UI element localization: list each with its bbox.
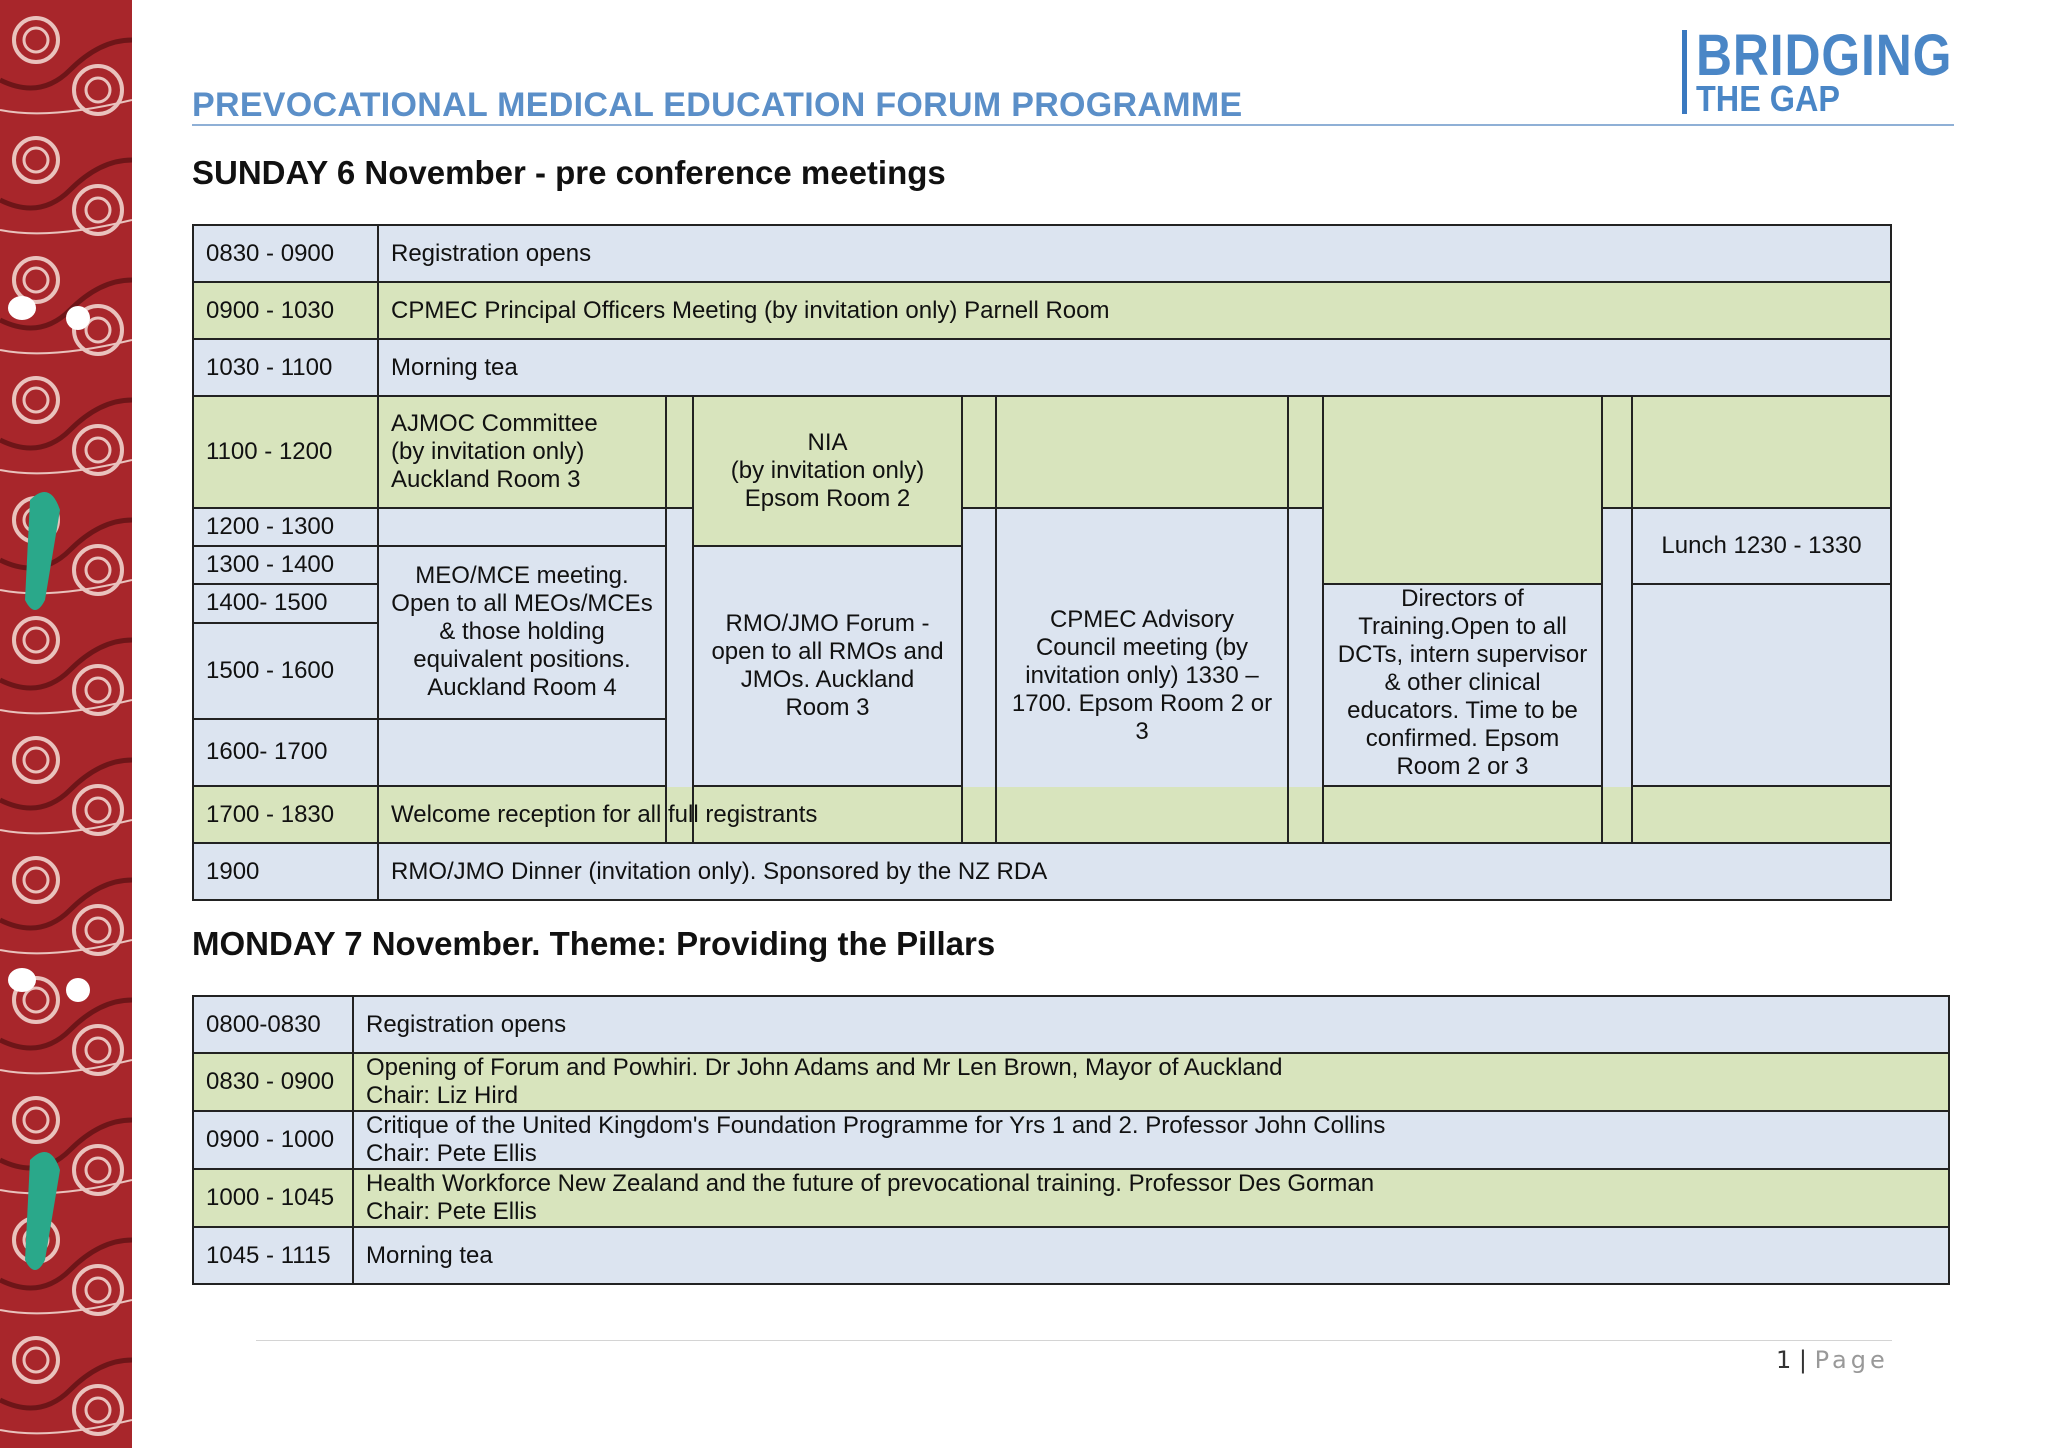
logo-text-line1: BRIDGING bbox=[1696, 23, 1953, 88]
table-row bbox=[193, 225, 1891, 282]
page-separator: | bbox=[1798, 1346, 1808, 1374]
time-cell: 0900 - 1000 bbox=[193, 1111, 353, 1169]
event-cell: Welcome reception for all full registrants bbox=[378, 786, 1891, 843]
table-row bbox=[193, 1111, 1949, 1169]
table-row bbox=[193, 508, 1891, 546]
event-cell: Morning tea bbox=[378, 339, 1891, 396]
bridging-the-gap-logo bbox=[1682, 23, 1962, 119]
time-cell: 1100 - 1200 bbox=[193, 396, 378, 508]
time-cell: 1700 - 1830 bbox=[193, 786, 378, 843]
event-cell: CPMEC Principal Officers Meeting (by invitation only) Parnell Room bbox=[378, 282, 1891, 339]
table-row bbox=[193, 843, 1891, 900]
spacer-cell bbox=[962, 396, 996, 508]
time-cell: 1500 - 1600 bbox=[193, 623, 378, 719]
time-cell: 1300 - 1400 bbox=[193, 546, 378, 584]
logo-bar bbox=[1682, 30, 1687, 114]
time-cell: 1900 bbox=[193, 843, 378, 900]
spacer-cell bbox=[666, 396, 693, 508]
rmo-forum-session-cell: RMO/JMO Forum - open to all RMOs and JMOs. Auckland Room 3 bbox=[693, 546, 962, 786]
header-divider bbox=[192, 124, 1954, 126]
directors-training-session-cell: Directors of Training.Open to all DCTs, intern supervisor & other clinical educators. Time to be confirmed. Epsom Room 2 or 3 bbox=[1323, 584, 1602, 786]
monday-heading: MONDAY 7 November. Theme: Providing the Pillars bbox=[192, 925, 996, 962]
time-cell: 1045 - 1115 bbox=[193, 1227, 353, 1284]
event-cell bbox=[353, 1227, 1949, 1284]
page-number-footer bbox=[1776, 1346, 1889, 1374]
time-cell: 1000 - 1045 bbox=[193, 1169, 353, 1227]
event-chair: Chair: Pete Ellis bbox=[366, 1140, 537, 1167]
time-cell: 0830 - 0900 bbox=[193, 1053, 353, 1111]
monday-schedule-table bbox=[192, 995, 1950, 1285]
event-chair: Chair: Liz Hird bbox=[366, 1082, 519, 1109]
sunday-heading: SUNDAY 6 November - pre conference meetings bbox=[192, 154, 946, 191]
event-chair: Chair: Pete Ellis bbox=[366, 1198, 537, 1225]
table-row bbox=[193, 996, 1949, 1053]
event-title: Morning tea bbox=[366, 1241, 493, 1269]
cpmec-advisory-session-cell: CPMEC Advisory Council meeting (by invitation only) 1330 – 1700. Epsom Room 2 or 3 bbox=[996, 508, 1288, 843]
empty-cell bbox=[1632, 584, 1891, 786]
event-cell: Registration opens bbox=[378, 225, 1891, 282]
event-title: Critique of the United Kingdom's Foundation Programme for Yrs 1 and 2. Professor John Collins bbox=[366, 1112, 1386, 1139]
event-cell bbox=[353, 996, 1949, 1053]
time-cell: 0830 - 0900 bbox=[193, 225, 378, 282]
time-cell: 1600- 1700 bbox=[193, 719, 378, 786]
carved-border-image bbox=[0, 0, 132, 1448]
table-row bbox=[193, 786, 1891, 843]
nia-session-cell: NIA (by invitation only) Epsom Room 2 bbox=[693, 396, 962, 546]
time-cell: 0800-0830 bbox=[193, 996, 353, 1053]
empty-cell bbox=[996, 396, 1288, 508]
empty-cell bbox=[378, 719, 666, 786]
table-row bbox=[193, 396, 1891, 508]
time-cell: 1400- 1500 bbox=[193, 584, 378, 623]
table-row bbox=[193, 1227, 1949, 1284]
table-row bbox=[193, 282, 1891, 339]
page-number: 1 bbox=[1776, 1346, 1792, 1374]
table-row bbox=[193, 1053, 1949, 1111]
time-cell: 1030 - 1100 bbox=[193, 339, 378, 396]
time-cell: 1200 - 1300 bbox=[193, 508, 378, 546]
logo-text-line2: THE GAP bbox=[1696, 78, 1841, 119]
event-title: Opening of Forum and Powhiri. Dr John Adams and Mr Len Brown, Mayor of Auckland bbox=[366, 1054, 1283, 1081]
table-row bbox=[193, 339, 1891, 396]
meo-session-cell: MEO/MCE meeting. Open to all MEOs/MCEs & those holding equivalent positions. Auckland Room 4 bbox=[378, 546, 666, 719]
spacer-cell bbox=[1602, 396, 1632, 508]
sunday-schedule-table bbox=[192, 224, 1892, 901]
event-title: Health Workforce New Zealand and the future of prevocational training. Professor Des Gorman bbox=[366, 1170, 1375, 1197]
lunch-cell: Lunch 1230 - 1330 bbox=[1632, 508, 1891, 584]
forum-title: PREVOCATIONAL MEDICAL EDUCATION FORUM PROGRAMME bbox=[192, 86, 1243, 124]
event-cell bbox=[353, 1169, 1949, 1227]
event-cell: RMO/JMO Dinner (invitation only). Sponsored by the NZ RDA bbox=[378, 843, 1891, 900]
empty-cell bbox=[1632, 396, 1891, 508]
event-title: Registration opens bbox=[366, 1010, 567, 1038]
table-row bbox=[193, 1169, 1949, 1227]
empty-cell bbox=[378, 508, 666, 546]
event-cell bbox=[353, 1053, 1949, 1111]
page-label: Page bbox=[1814, 1346, 1889, 1374]
ajmoc-session-cell: AJMOC Committee (by invitation only) Auckland Room 3 bbox=[378, 396, 666, 508]
time-cell: 0900 - 1030 bbox=[193, 282, 378, 339]
empty-cell bbox=[1323, 396, 1602, 584]
spacer-cell bbox=[1288, 396, 1323, 508]
event-cell bbox=[353, 1111, 1949, 1169]
footer-divider bbox=[256, 1340, 1892, 1341]
